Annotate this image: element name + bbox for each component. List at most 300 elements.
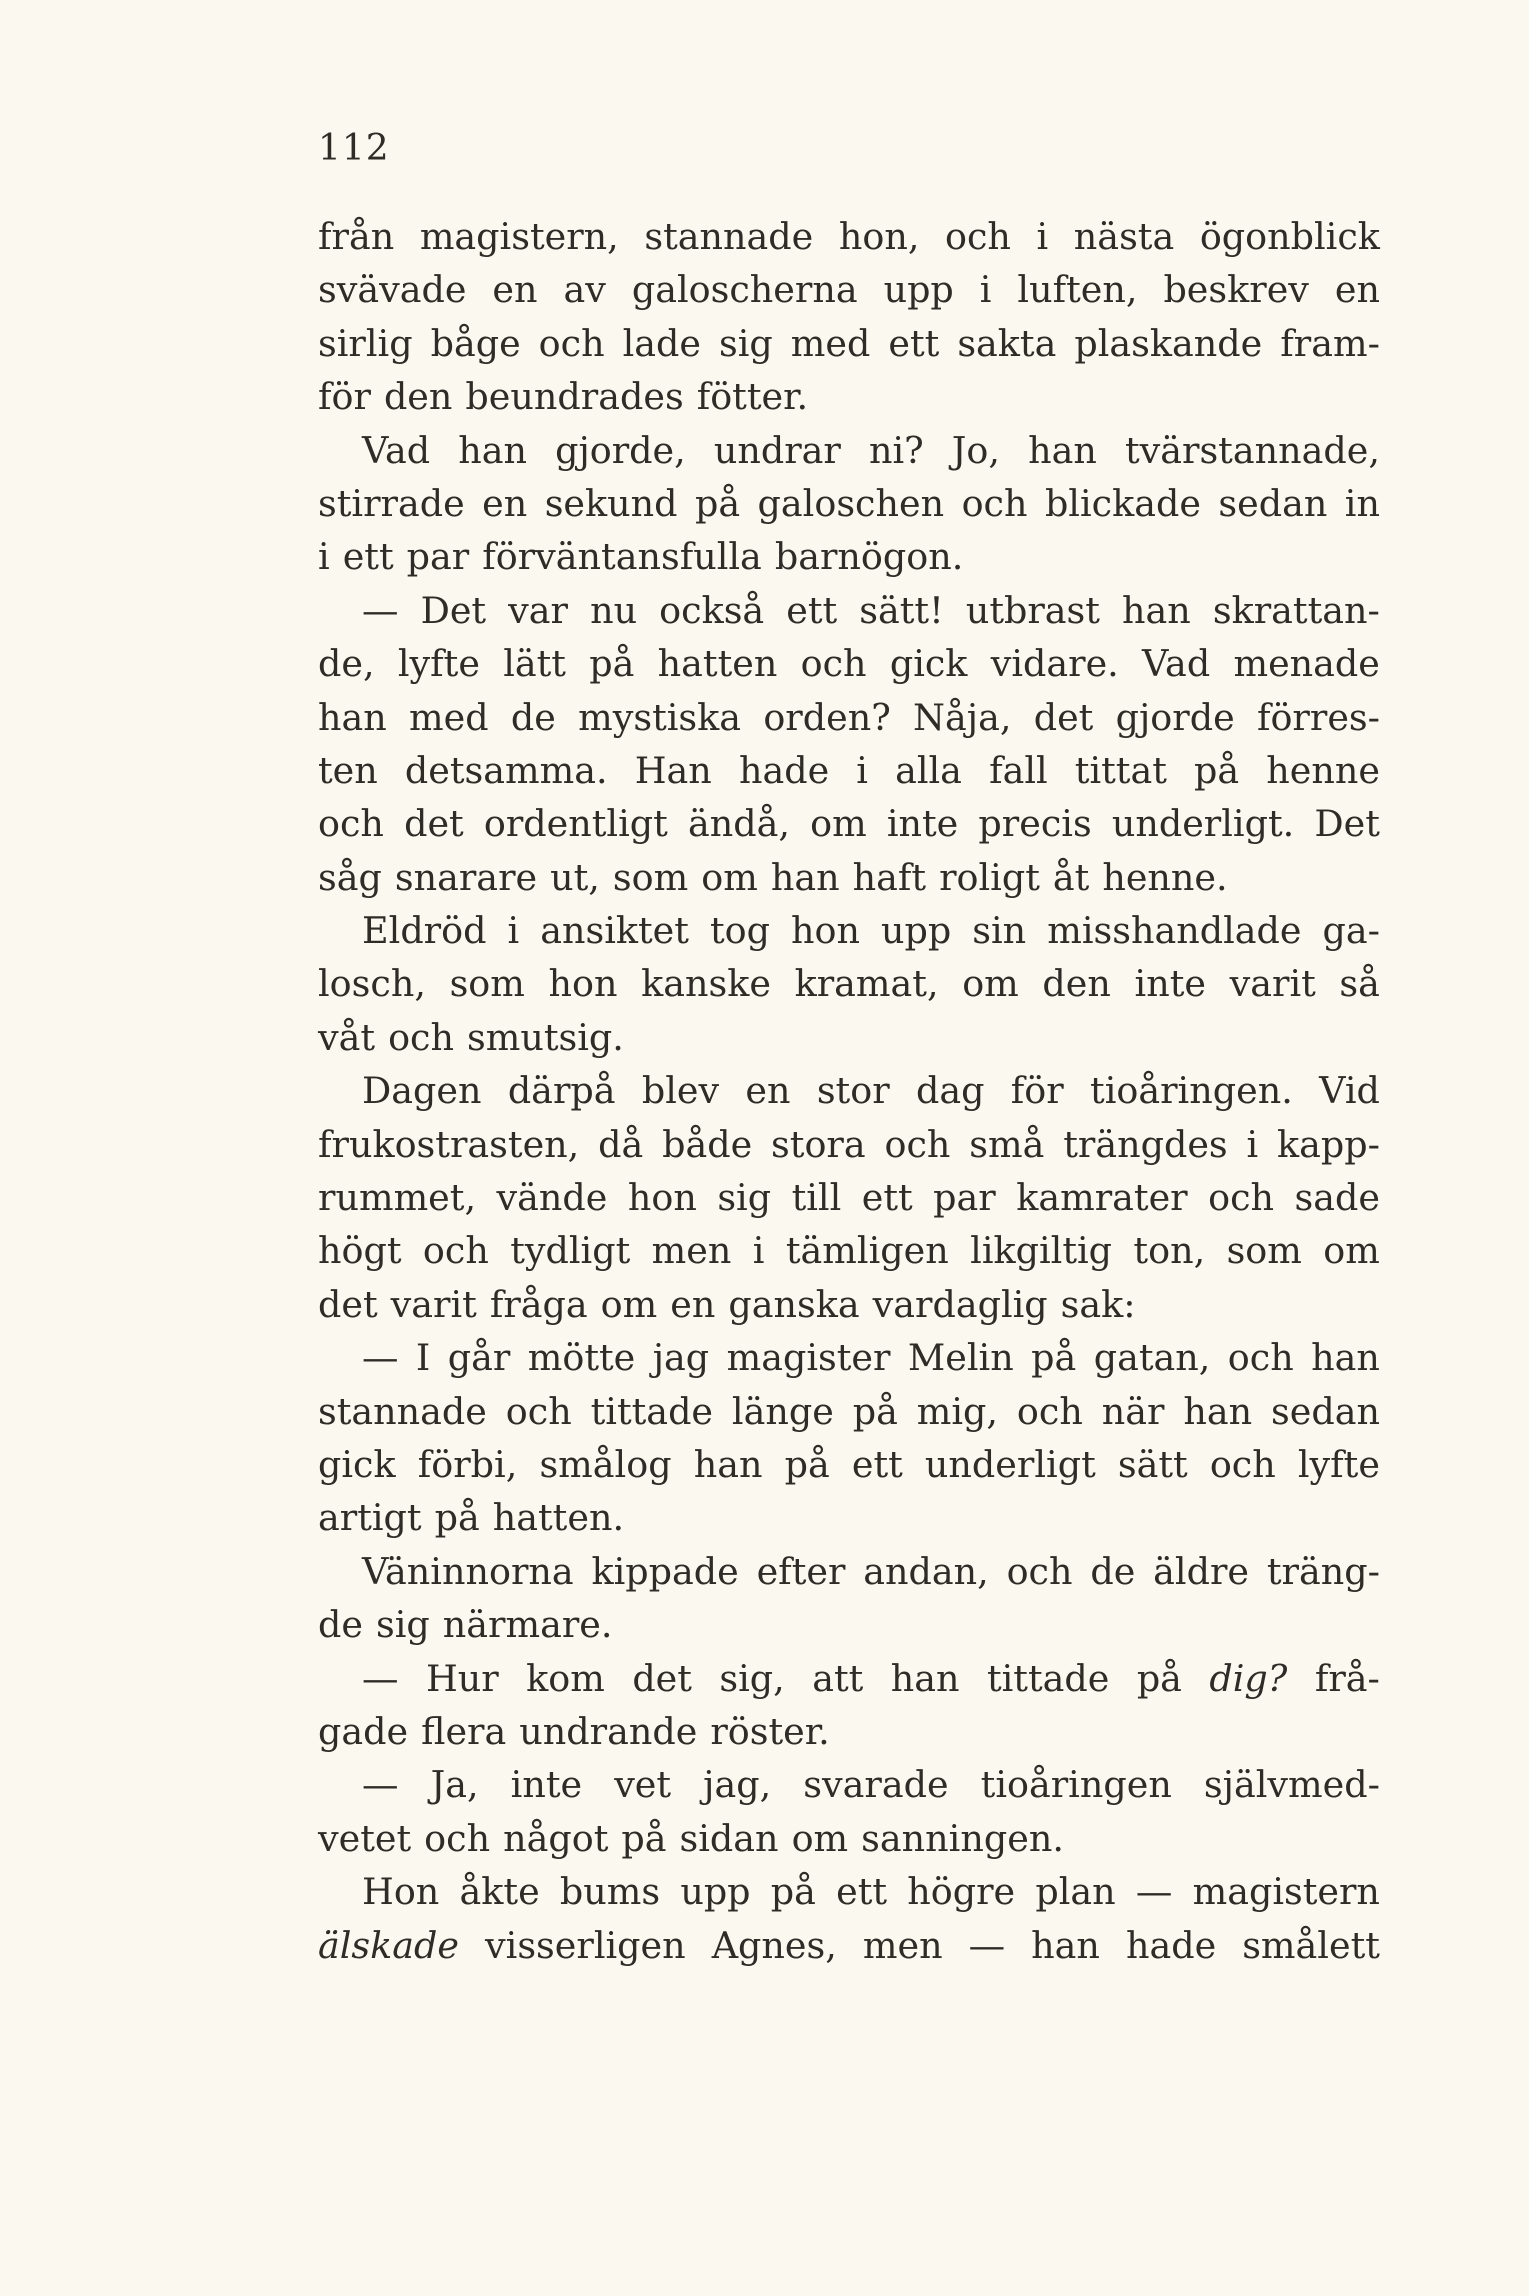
word: Agnes, — [711, 1923, 837, 1967]
word: sekund — [544, 481, 678, 525]
word: tittade — [590, 1389, 714, 1433]
word: och — [1209, 1442, 1276, 1486]
word: gick — [318, 1442, 396, 1486]
word: och — [318, 802, 384, 846]
word: tydligt — [510, 1229, 631, 1273]
body-text — [318, 210, 1380, 1972]
word: visserligen — [485, 1923, 686, 1967]
word: andan, — [863, 1549, 989, 1593]
word: han — [318, 695, 387, 739]
word: kamrater — [1016, 1176, 1188, 1220]
word: stannade — [318, 1389, 487, 1433]
word: menade — [1233, 642, 1380, 686]
word: inte — [1134, 962, 1206, 1006]
word: vetet — [318, 1816, 412, 1860]
word: lyfte — [1297, 1442, 1380, 1486]
word: han — [693, 1442, 763, 1486]
word: en — [745, 1069, 791, 1113]
word: Det — [1314, 802, 1380, 846]
word: Hur — [425, 1656, 499, 1700]
word: sätt — [1117, 1442, 1188, 1486]
text-line — [318, 1171, 1380, 1224]
word: om — [1323, 1229, 1380, 1273]
word: från — [318, 215, 395, 258]
word: tittade — [986, 1656, 1110, 1700]
word: ni? — [868, 428, 924, 472]
word: Vad — [1142, 642, 1211, 686]
word: tittat — [1074, 748, 1167, 792]
word: högre — [907, 1870, 1016, 1914]
word: på — [852, 1389, 898, 1433]
text-line — [318, 744, 1380, 797]
word: i — [979, 268, 992, 312]
word: ganska — [728, 1282, 860, 1326]
word: det — [404, 802, 464, 846]
word: inte — [510, 1763, 583, 1807]
word: Eldröd — [362, 909, 487, 953]
word: haft — [852, 855, 927, 899]
text-line — [318, 1865, 1380, 1918]
word: efter — [756, 1549, 846, 1593]
word: går — [447, 1336, 511, 1380]
text-line — [318, 210, 1380, 263]
word: upp — [680, 1870, 751, 1914]
text-line — [318, 691, 1380, 744]
word: smålog — [539, 1442, 672, 1486]
word: henne — [1266, 748, 1380, 792]
word: Väninnorna — [362, 1549, 574, 1593]
word: ögonblick — [1199, 215, 1380, 258]
text-line — [318, 477, 1380, 530]
word: fråga — [489, 1282, 588, 1326]
word: — — [1135, 1870, 1173, 1914]
text-line — [318, 797, 1380, 850]
word: likgiltig — [970, 1229, 1113, 1273]
word: flera — [421, 1709, 507, 1753]
word: lade — [622, 321, 702, 365]
word: båge — [430, 321, 521, 365]
word: kom — [526, 1656, 605, 1700]
word: i — [1246, 1122, 1259, 1166]
word: och — [388, 1015, 454, 1059]
word: men — [862, 1923, 943, 1967]
word: roligt — [939, 855, 1040, 899]
word: med — [409, 695, 489, 739]
word: som — [612, 855, 689, 899]
word: och — [800, 642, 867, 686]
word: så — [1339, 962, 1380, 1006]
word: för — [1010, 1069, 1064, 1113]
word: åt — [1052, 855, 1090, 899]
word: kapp- — [1277, 1122, 1380, 1166]
word: av — [563, 268, 606, 312]
word: sak: — [1060, 1282, 1136, 1326]
word: magistern, — [419, 215, 619, 258]
word: förväntansfulla — [482, 535, 762, 579]
word: och — [945, 215, 1011, 258]
word: vidare. — [990, 642, 1119, 686]
word: och — [884, 1122, 951, 1166]
word: upp — [881, 909, 952, 953]
word: på — [694, 481, 741, 525]
word: vet — [614, 1763, 672, 1807]
text-line — [318, 957, 1380, 1010]
word: jag, — [703, 1763, 772, 1807]
word: och — [424, 1816, 491, 1860]
word: en — [492, 268, 538, 312]
text-line — [318, 1064, 1380, 1117]
word: plan — [1035, 1870, 1116, 1914]
word: kanske — [641, 962, 771, 1006]
word: magister — [726, 1336, 891, 1380]
word: med — [790, 321, 871, 365]
word: bums — [559, 1870, 661, 1914]
word: tioåringen. — [1090, 1069, 1293, 1113]
word: ten — [318, 748, 378, 792]
word: på — [784, 1442, 830, 1486]
word: en — [1334, 268, 1380, 312]
word: alla — [895, 748, 962, 792]
word: och — [505, 1389, 572, 1433]
word: sedan — [1271, 1389, 1380, 1433]
word: Hon — [362, 1870, 440, 1914]
text-line — [318, 1919, 1380, 1972]
word: de — [510, 695, 556, 739]
word: magistern — [1192, 1870, 1380, 1914]
word: sig, — [719, 1656, 785, 1700]
word: sade — [1294, 1176, 1380, 1220]
word: upp — [883, 268, 954, 312]
word: men — [651, 1229, 732, 1273]
word: mötte — [527, 1336, 636, 1380]
word: — — [968, 1923, 1006, 1967]
word: mig, — [916, 1389, 999, 1433]
word: gick — [889, 642, 968, 686]
word: att — [812, 1656, 864, 1700]
word: han — [1031, 1923, 1100, 1967]
text-line — [318, 1011, 1380, 1064]
word: henne. — [1102, 855, 1228, 899]
word: sirlig — [318, 321, 413, 365]
word: misshandlade — [1047, 909, 1302, 953]
text-line — [318, 1331, 1380, 1384]
word: sig — [375, 1603, 430, 1647]
word: mystiska — [578, 695, 742, 739]
word: gade — [318, 1709, 409, 1753]
word: tioåringen — [980, 1763, 1172, 1807]
text-line — [318, 1705, 1380, 1758]
word: svarade — [803, 1763, 949, 1807]
word: varit — [1229, 962, 1316, 1006]
word: och — [1227, 1336, 1294, 1380]
word: också — [659, 588, 765, 632]
word: hon — [790, 909, 860, 953]
word: sakta — [957, 321, 1057, 365]
text-line — [318, 263, 1380, 316]
text-line — [318, 1224, 1380, 1277]
text-line — [318, 370, 1380, 423]
word: smålett — [1242, 1923, 1380, 1967]
word: hatten. — [492, 1496, 625, 1540]
word: — — [362, 588, 399, 632]
word: sidan — [679, 1816, 779, 1860]
word: orden? — [763, 695, 891, 739]
word: den — [1042, 962, 1111, 1006]
word: hade — [1125, 1923, 1217, 1967]
word: Det — [420, 588, 487, 632]
word: på — [1136, 1656, 1182, 1700]
word: luften, — [1017, 268, 1138, 312]
word: I — [415, 1336, 431, 1380]
word: utbrast — [965, 588, 1100, 632]
word: i — [507, 909, 520, 953]
word: såg — [318, 855, 382, 899]
word: för — [318, 375, 371, 419]
word: en — [482, 481, 528, 525]
word: i — [856, 748, 868, 792]
word: och — [1006, 1549, 1073, 1593]
word: smutsig. — [467, 1015, 624, 1059]
word: och — [538, 321, 605, 365]
word: något — [503, 1816, 609, 1860]
word: hatten — [657, 642, 778, 686]
word: snarare — [394, 855, 538, 899]
word: trängdes — [1063, 1122, 1228, 1166]
word: lätt — [503, 642, 566, 686]
word: våt — [318, 1015, 376, 1059]
word: tvärstannade, — [1124, 428, 1380, 472]
page-number: 112 — [318, 128, 390, 169]
word: högt — [318, 1229, 402, 1273]
word: små — [969, 1122, 1045, 1166]
word: Dagen — [362, 1069, 482, 1113]
word: par — [406, 535, 470, 579]
word: kramat, — [794, 962, 939, 1006]
word: hon — [627, 1176, 697, 1220]
word: hade — [738, 748, 830, 792]
word: förres- — [1256, 695, 1380, 739]
word: på — [589, 642, 635, 686]
text-line — [318, 317, 1380, 370]
word: Vid — [1319, 1069, 1380, 1113]
word: en — [670, 1282, 716, 1326]
word: ansiktet — [540, 909, 689, 953]
word: till — [791, 1176, 842, 1220]
word: sedan — [1218, 481, 1328, 525]
word: länge — [731, 1389, 834, 1433]
word: barnögon. — [774, 535, 964, 579]
text-line — [318, 1278, 1380, 1331]
word: både — [662, 1122, 753, 1166]
word: plaskande — [1074, 321, 1263, 365]
word: om — [810, 802, 867, 846]
word: frukostrasten, — [318, 1122, 580, 1166]
word: dag — [915, 1069, 985, 1113]
word: det — [632, 1656, 692, 1700]
word: älskade — [318, 1923, 460, 1967]
text-line — [318, 1438, 1380, 1491]
word: om — [791, 1816, 849, 1860]
word: i — [1036, 215, 1049, 258]
word: tämligen — [785, 1229, 949, 1273]
word: och — [961, 481, 1028, 525]
text-line — [318, 1118, 1380, 1171]
word: som — [449, 962, 525, 1006]
word: han — [890, 1656, 960, 1700]
word: träng- — [1266, 1549, 1380, 1593]
word: Han — [634, 748, 712, 792]
text-line — [318, 1598, 1380, 1651]
word: på — [621, 1816, 667, 1860]
word: vände — [496, 1176, 608, 1220]
word: de — [318, 1603, 363, 1647]
word: — — [362, 1656, 399, 1700]
word: par — [933, 1176, 996, 1220]
word: lyfte — [397, 642, 480, 686]
word: som — [1226, 1229, 1302, 1273]
word: därpå — [507, 1069, 616, 1113]
word: ett — [836, 1870, 888, 1914]
word: Melin — [907, 1336, 1014, 1380]
word: stora — [771, 1122, 866, 1166]
word: ordentligt — [483, 802, 668, 846]
word: röster. — [710, 1709, 830, 1753]
word: var — [508, 588, 569, 632]
word: och — [422, 1229, 489, 1273]
word: stannade — [644, 215, 814, 258]
word: jag — [652, 1336, 710, 1380]
word: gatan, — [1093, 1336, 1211, 1380]
word: fram- — [1280, 321, 1380, 365]
word: då — [598, 1122, 644, 1166]
word: Ja, — [430, 1763, 479, 1807]
word: och — [1208, 1176, 1275, 1220]
word: han — [1122, 588, 1191, 632]
word: han — [458, 428, 527, 472]
word: beundrades — [465, 375, 684, 419]
word: — — [362, 1763, 399, 1807]
word: ett — [851, 1442, 903, 1486]
word: om — [701, 855, 758, 899]
text-line — [318, 1758, 1380, 1811]
word: blickade — [1044, 481, 1201, 525]
word: undrar — [713, 428, 841, 472]
word: hon, — [838, 215, 920, 258]
word: skrattan- — [1212, 588, 1380, 632]
word: — — [362, 1336, 399, 1380]
word: när — [1101, 1389, 1165, 1433]
word: i — [752, 1229, 765, 1273]
word: på — [1194, 748, 1240, 792]
word: i — [318, 535, 330, 579]
text-line — [318, 1491, 1380, 1544]
word: varit — [390, 1282, 477, 1326]
text-line — [318, 904, 1380, 957]
word: precis — [978, 802, 1092, 846]
word: undrande — [519, 1709, 698, 1753]
word: losch, — [318, 962, 426, 1006]
word: Jo, — [951, 428, 1001, 472]
text-line — [318, 637, 1380, 690]
word: förbi, — [417, 1442, 518, 1486]
word: frå- — [1314, 1656, 1380, 1700]
word: nu — [590, 588, 638, 632]
word: underligt. — [1111, 802, 1295, 846]
text-line — [318, 1812, 1380, 1865]
word: tog — [709, 909, 770, 953]
word: svävade — [318, 268, 467, 312]
word: in — [1344, 481, 1380, 525]
text-line — [318, 1385, 1380, 1438]
word: stor — [816, 1069, 890, 1113]
word: sig — [719, 321, 773, 365]
text-line — [318, 424, 1380, 477]
word: fötter. — [696, 375, 809, 419]
word: rummet, — [318, 1176, 477, 1220]
word: beskrev — [1163, 268, 1309, 312]
word: om — [962, 962, 1019, 1006]
word: Vad — [362, 428, 431, 472]
word: sin — [972, 909, 1027, 953]
word: sätt! — [859, 588, 944, 632]
word: sanningen. — [861, 1816, 1064, 1860]
word: på — [770, 1870, 816, 1914]
word: nästa — [1073, 215, 1175, 258]
word: ga- — [1322, 909, 1380, 953]
word: ton, — [1133, 1229, 1206, 1273]
word: äldre — [1153, 1549, 1249, 1593]
word: närmare. — [442, 1603, 613, 1647]
word: Nåja, — [913, 695, 1012, 739]
word: de — [1090, 1549, 1136, 1593]
word: om — [600, 1282, 658, 1326]
word: artigt — [318, 1496, 422, 1540]
text-line — [318, 530, 1380, 583]
word: vardaglig — [872, 1282, 1048, 1326]
word: hon — [548, 962, 618, 1006]
word: det — [318, 1282, 378, 1326]
text-line — [318, 851, 1380, 904]
word: galoscherna — [631, 268, 858, 312]
word: ett — [861, 1176, 913, 1220]
word: ett — [786, 588, 838, 632]
word: de, — [318, 642, 375, 686]
word: gjorde, — [555, 428, 686, 472]
word: ändå, — [687, 802, 790, 846]
word: den — [383, 375, 453, 419]
word: underligt — [924, 1442, 1096, 1486]
word: ett — [342, 535, 394, 579]
word: blev — [641, 1069, 720, 1113]
word: galoschen — [757, 481, 945, 525]
word: fall — [989, 748, 1048, 792]
text-line — [318, 584, 1380, 637]
word: ett — [888, 321, 940, 365]
word: stirrade — [318, 481, 465, 525]
word: detsamma. — [404, 748, 608, 792]
word: kippade — [591, 1549, 739, 1593]
word: han — [1183, 1389, 1253, 1433]
word: sig — [717, 1176, 772, 1220]
word: dig? — [1209, 1656, 1288, 1700]
word: och — [1016, 1389, 1083, 1433]
word: gjorde — [1115, 695, 1235, 739]
text-line — [318, 1545, 1380, 1598]
word: åkte — [459, 1870, 540, 1914]
word: ut, — [550, 855, 600, 899]
word: han — [1311, 1336, 1380, 1380]
word: på — [1031, 1336, 1077, 1380]
